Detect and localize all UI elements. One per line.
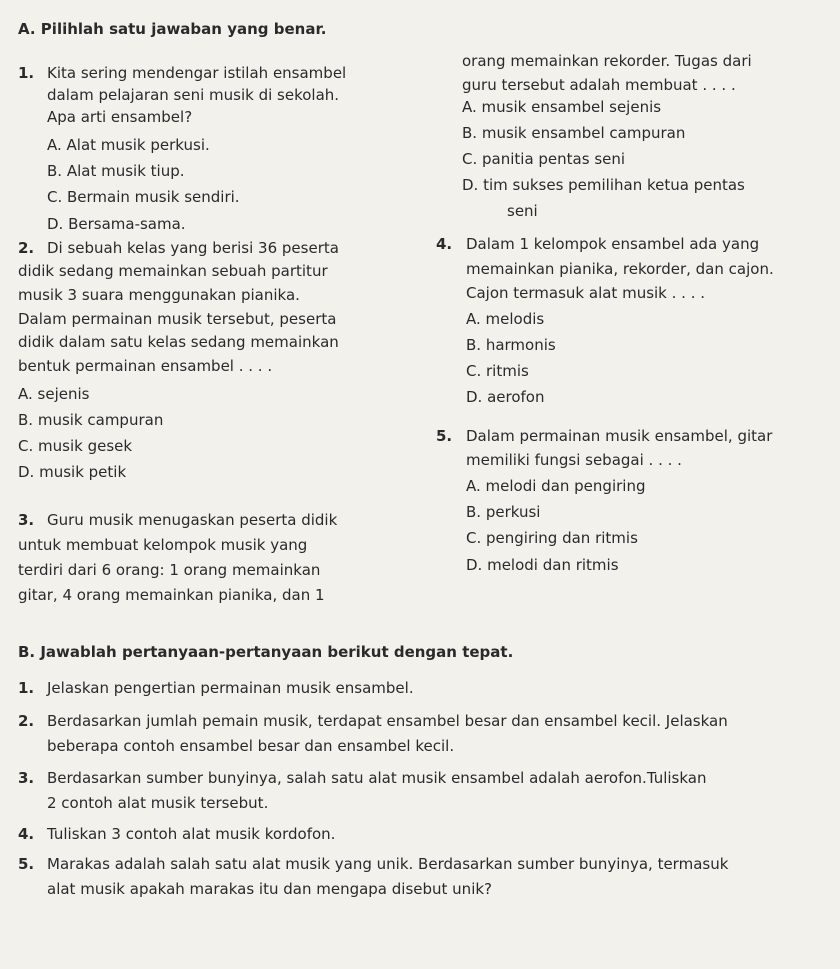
q3-cont-line-1: orang memainkan rekorder. Tugas dari: [462, 52, 752, 70]
q3-line-3: terdiri dari 6 orang: 1 orang memainkan: [18, 561, 321, 579]
q3-option-a: A. musik ensambel sejenis: [462, 98, 662, 116]
q5-option-c: C. pengiring dan ritmis: [466, 529, 638, 547]
q3-option-c: C. panitia pentas seni: [462, 150, 626, 168]
q5-line-1: Dalam permainan musik ensambel, gitar: [466, 427, 773, 445]
q3-option-d-cont: seni: [507, 202, 538, 220]
section-a-title: A. Pilihlah satu jawaban yang benar.: [18, 20, 327, 38]
q2-line-3: musik 3 suara menggunakan pianika.: [18, 286, 300, 304]
b1-number: 1.: [18, 679, 35, 697]
q4-option-b: B. harmonis: [466, 336, 556, 354]
q5-option-b: B. perkusi: [466, 503, 541, 521]
b3-number: 3.: [18, 769, 35, 787]
section-b-title: B. Jawablah pertanyaan-pertanyaan berikut dengan tepat.: [18, 643, 514, 661]
q1-line-3: Apa arti ensambel?: [47, 108, 193, 126]
q1-line-1: Kita sering mendengar istilah ensambel: [47, 64, 347, 82]
q3-option-d: D. tim sukses pemilihan ketua pentas: [462, 176, 745, 194]
q3-number: 3.: [18, 511, 35, 529]
q4-number: 4.: [436, 235, 453, 253]
q3-cont-line-2: guru tersebut adalah membuat . . . .: [462, 76, 736, 94]
q1-number: 1.: [18, 64, 35, 82]
q2-option-d: D. musik petik: [18, 463, 127, 481]
b3-line-2: 2 contoh alat musik tersebut.: [47, 794, 269, 812]
q2-line-1: Di sebuah kelas yang berisi 36 peserta: [47, 239, 339, 257]
q2-option-c: C. musik gesek: [18, 437, 133, 455]
q5-number: 5.: [436, 427, 453, 445]
q2-number: 2.: [18, 239, 35, 257]
b4-number: 4.: [18, 825, 35, 843]
q2-line-5: didik dalam satu kelas sedang memainkan: [18, 333, 339, 351]
q3-line-1: Guru musik menugaskan peserta didik: [47, 511, 338, 529]
q1-option-c: C. Bermain musik sendiri.: [47, 188, 240, 206]
q3-option-b: B. musik ensambel campuran: [462, 124, 686, 142]
q4-line-2: memainkan pianika, rekorder, dan cajon.: [466, 260, 774, 278]
q2-line-6: bentuk permainan ensambel . . . .: [18, 357, 273, 375]
q3-line-4: gitar, 4 orang memainkan pianika, dan 1: [18, 586, 325, 604]
q4-option-a: A. melodis: [466, 310, 545, 328]
q2-option-b: B. musik campuran: [18, 411, 164, 429]
b5-number: 5.: [18, 855, 35, 873]
q2-option-a: A. sejenis: [18, 385, 90, 403]
b2-line-2: beberapa contoh ensambel besar dan ensambel kecil.: [47, 737, 455, 755]
q1-option-d: D. Bersama-sama.: [47, 215, 186, 233]
b5-line-1: Marakas adalah salah satu alat musik yang unik. Berdasarkan sumber bunyinya, termasuk: [47, 855, 729, 873]
b5-line-2: alat musik apakah marakas itu dan mengapa disebut unik?: [47, 880, 493, 898]
b3-line-1: Berdasarkan sumber bunyinya, salah satu alat musik ensambel adalah aerofon.Tuliskan: [47, 769, 707, 787]
q5-option-d: D. melodi dan ritmis: [466, 556, 619, 574]
q2-line-4: Dalam permainan musik tersebut, peserta: [18, 310, 337, 328]
q4-line-3: Cajon termasuk alat musik . . . .: [466, 284, 706, 302]
q4-option-c: C. ritmis: [466, 362, 529, 380]
b2-line-1: Berdasarkan jumlah pemain musik, terdapat ensambel besar dan ensambel kecil. Jelaskan: [47, 712, 728, 730]
q1-line-2: dalam pelajaran seni musik di sekolah.: [47, 86, 340, 104]
q4-line-1: Dalam 1 kelompok ensambel ada yang: [466, 235, 760, 253]
q5-option-a: A. melodi dan pengiring: [466, 477, 646, 495]
q3-line-2: untuk membuat kelompok musik yang: [18, 536, 308, 554]
q5-line-2: memiliki fungsi sebagai . . . .: [466, 451, 682, 469]
b4-line-1: Tuliskan 3 contoh alat musik kordofon.: [47, 825, 336, 843]
q1-option-a: A. Alat musik perkusi.: [47, 136, 210, 154]
b2-number: 2.: [18, 712, 35, 730]
q2-line-2: didik sedang memainkan sebuah partitur: [18, 262, 328, 280]
b1-line-1: Jelaskan pengertian permainan musik ensambel.: [47, 679, 414, 697]
q4-option-d: D. aerofon: [466, 388, 545, 406]
q1-option-b: B. Alat musik tiup.: [47, 162, 185, 180]
